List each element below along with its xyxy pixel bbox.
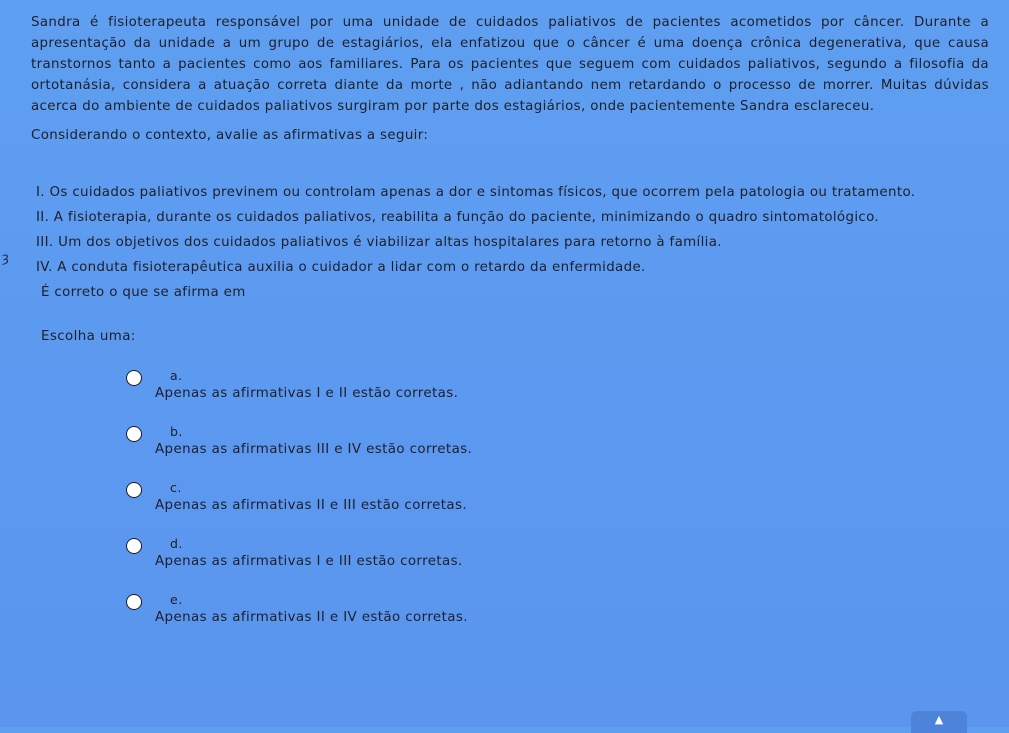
scroll-to-top-button[interactable] [911, 711, 967, 733]
radio-button-c[interactable] [126, 482, 142, 498]
option-text[interactable]: Apenas as afirmativas I e III estão corretas. [155, 554, 463, 569]
option-text[interactable]: Apenas as afirmativas II e IV estão corretas. [155, 610, 468, 625]
option-letter: c. [170, 480, 182, 495]
statement-2: II. A fisioterapia, durante os cuidados paliativos, reabilita a função do paciente, minimizando o quadro sintomatológico. [36, 210, 880, 225]
statement-4: IV. A conduta fisioterapêutica auxilia o cuidador a lidar com o retardo da enfermidade. [36, 260, 646, 275]
radio-button-b[interactable] [126, 426, 142, 442]
radio-button-d[interactable] [126, 538, 142, 554]
choose-label: Escolha uma: [41, 329, 136, 344]
cursor-icon: ȝ [2, 251, 9, 266]
option-e[interactable] [31, 586, 989, 642]
option-text[interactable]: Apenas as afirmativas III e IV estão corretas. [155, 442, 473, 457]
statement-1: I. Os cuidados paliativos previnem ou controlam apenas a dor e sintomas físicos, que ocorrem pela patologia ou tratamento. [36, 185, 916, 200]
option-letter: d. [170, 536, 183, 551]
radio-button-e[interactable] [126, 594, 142, 610]
answer-options [31, 362, 989, 642]
option-d[interactable] [31, 530, 989, 586]
option-c[interactable] [31, 474, 989, 530]
option-letter: b. [170, 424, 183, 439]
question-conclusion: É correto o que se afirma em [41, 285, 246, 300]
question-prompt: Considerando o contexto, avalie as afirmativas a seguir: [31, 128, 429, 143]
radio-button-a[interactable] [126, 370, 142, 386]
chevron-up-icon: ▲ [934, 713, 944, 726]
option-text[interactable]: Apenas as afirmativas I e II estão corretas. [155, 386, 459, 401]
option-a[interactable] [31, 362, 989, 418]
option-letter: a. [170, 368, 183, 383]
option-letter: e. [170, 592, 183, 607]
statement-3: III. Um dos objetivos dos cuidados paliativos é viabilizar altas hospitalares para retorno à família. [36, 235, 722, 250]
option-b[interactable] [31, 418, 989, 474]
question-intro: Sandra é fisioterapeuta responsável por uma unidade de cuidados paliativos de pacientes acometidos por câncer. Durante a apresentação da unidade a um grupo de estagiários, ela enfatizou que o câncer é uma doença crônica degenerativa, que causa transtornos tanto a pacientes como aos familiares. Para os pacientes que seguem com cuidados paliativos, segundo a filosofia da ortotanásia, considera a atuação correta diante da morte , não adiantando nem retardando o processo de morrer. Muitas dúvidas acerca do ambiente de cuidados paliativos surgiram por parte dos estagiários, onde pacientemente Sandra esclareceu. [31, 15, 989, 114]
option-text[interactable]: Apenas as afirmativas II e III estão corretas. [155, 498, 467, 513]
